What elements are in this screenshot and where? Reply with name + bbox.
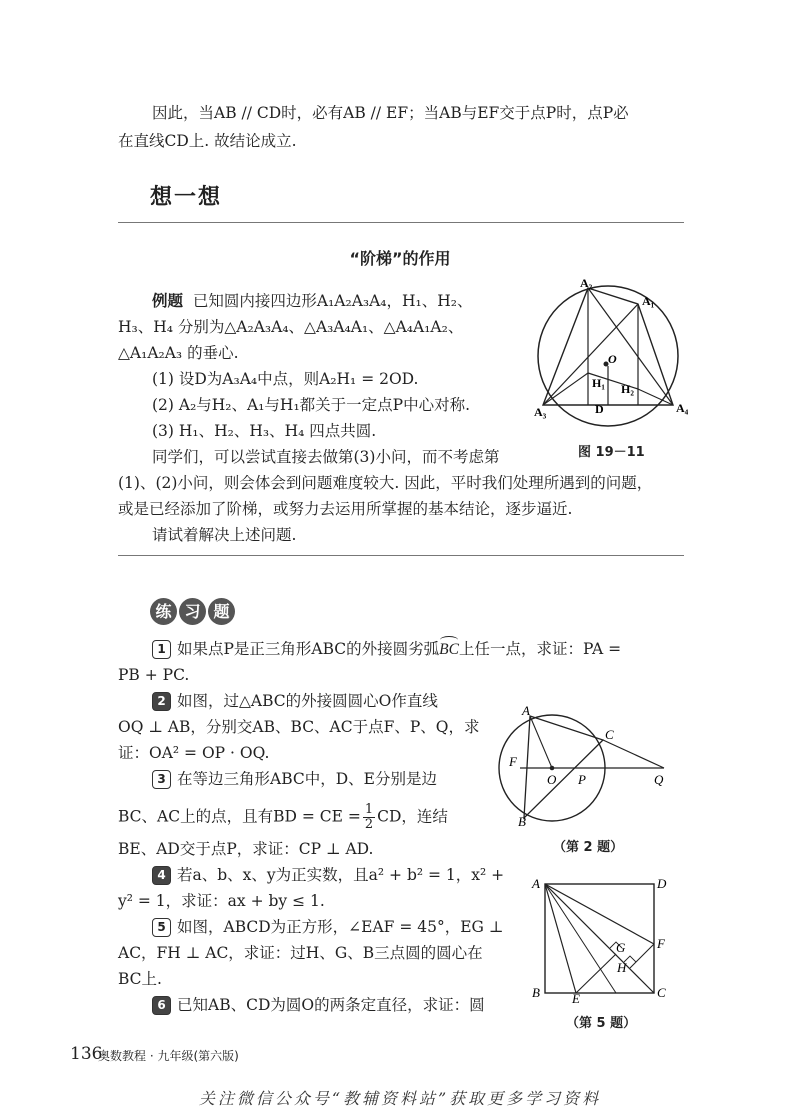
example-line-3: △A₁A₂A₃ 的垂心. [118,344,239,362]
exercise-4 [152,864,504,886]
exercise-1-text-a: 如果点P是正三角形ABC的外接圆劣弧 [177,640,440,658]
fraction-numerator: 1 [364,802,374,817]
example-label: 例题 [152,292,184,310]
fig2-label-p: P [578,772,586,787]
example-line-2: H₃、H₄ 分别为△A₂A₃A₄、△A₃A₄A₁、△A₄A₁A₂、 [118,318,464,336]
fig2-label-c: C [605,727,614,742]
section-title: 想一想 [150,185,223,210]
fig2-label-o: O [547,772,557,787]
fig3-label-d: D [657,876,667,891]
exercise-2 [152,690,438,712]
fig2-label-b: B [518,814,526,828]
exercises-badge-char-3: 题 [208,598,235,625]
watermark: 关注微信公众号“教辅资料站”获取更多学习资料 [198,1089,602,1108]
exercise-3-number: 3 [152,770,171,789]
fig2-label-f: F [509,754,517,769]
exercise-4-number: 4 [152,866,171,885]
example-text-1: 已知圆内接四边形A₁A₂A₃A₄，H₁、H₂、 [192,292,473,310]
subsection-title: “阶梯”的作用 [349,249,451,268]
exercise-2-text-1: 如图，过△ABC的外接圆圆心O作直线 [177,692,438,710]
fig1-label-h2: H₂ [621,382,634,396]
example-line-1 [152,290,472,312]
exercise-5-text-1: 如图，ABCD为正方形，∠EAF = 45°，EG ⊥ [177,918,504,936]
divider-bottom [118,555,684,556]
exercise-5 [152,916,503,938]
fraction-denominator: 2 [364,817,374,832]
figure-19-11-caption: 图 19－11 [578,445,645,460]
example-p4: 请试着解决上述问题. [152,526,297,544]
fig1-label-h1: H₁ [592,376,605,390]
example-q3: (3) H₁、H₂、H₃、H₄ 四点共圆. [152,422,377,440]
exercise-1-text-b: 上任一点，求证：PA = [458,640,622,658]
fig3-label-g: G [616,940,626,955]
exercise-3-text-1: 在等边三角形ABC中，D、E分别是边 [177,770,437,788]
fig1-label-d: D [595,402,604,416]
exercise-5-number: 5 [152,918,171,937]
example-q2: (2) A₂与H₂、A₁与H₁都关于一定点P中心对称. [152,396,471,414]
exercise-2-line-2: OQ ⊥ AB，分别交AB、BC、AC于点F、P、Q，求 [118,718,480,736]
fig3-label-c: C [657,985,666,1000]
exercise-6-number: 6 [152,996,171,1015]
example-p3: 或是已经添加了阶梯，或努力去运用所掌握的基本结论，逐步逼近. [118,500,573,518]
fig1-label-a3: A₃ [534,405,547,419]
book-title: 奥数教程 · 九年级(第六版) [98,1049,239,1063]
exercise-6 [152,994,485,1016]
figure-exercise-2-caption: （第 2 题） [553,840,624,855]
page-number: 136 [70,1044,103,1064]
example-q1: (1) 设D为A₃A₄中点，则A₂H₁ = 2OD. [152,370,419,388]
intro-line-1: 因此，当AB // CD时，必有AB // EF；当AB与EF交于点P时，点P必 [152,104,629,122]
exercise-1 [152,638,621,661]
fraction-one-half [363,803,375,832]
figure-19-11 [528,278,688,428]
fig3-label-a: A [532,876,540,891]
exercise-1-line-2: PB + PC. [118,666,190,684]
exercise-3-line-2 [118,803,448,832]
exercise-3-text-2b: CD，连结 [377,807,448,826]
figure-exercise-5-caption: （第 5 题） [566,1016,637,1031]
fig1-label-a1: A₁ [642,294,655,308]
fig1-label-a4: A₄ [676,401,688,415]
fig2-label-a: A [522,703,530,718]
exercise-5-line-3: BC上. [118,970,162,988]
exercise-4-line-2: y² = 1，求证：ax + by ≤ 1. [118,892,325,910]
exercise-3-text-2a: BC、AC上的点，且有BD = CE = [118,807,361,826]
exercise-2-line-3: 证：OA² = OP · OQ. [118,744,270,762]
exercises-badge [150,598,235,625]
intro-line-2: 在直线CD上. 故结论成立. [118,132,297,150]
fig2-label-q: Q [654,772,664,787]
exercise-4-text-1: 若a、b、x、y为正实数，且a² + b² = 1，x² + [177,866,505,884]
exercise-3 [152,768,437,790]
arc-bc: BC [439,639,459,661]
fig3-label-b: B [532,985,540,1000]
exercise-1-number: 1 [152,640,171,659]
exercises-badge-char-1: 练 [150,598,177,625]
fig1-label-o: O [608,352,617,366]
figure-exercise-5 [526,872,676,1004]
divider-top [118,222,684,223]
exercise-2-number: 2 [152,692,171,711]
example-p2: (1)、(2)小问，则会体会到问题难度较大. 因此，平时我们处理所遇到的问题， [118,474,653,492]
fig1-label-a2: A₂ [580,278,593,290]
fig3-label-e: E [572,991,580,1004]
exercise-6-text-1: 已知AB、CD为圆O的两条定直径，求证：圆 [177,996,485,1014]
exercise-5-line-2: AC，FH ⊥ AC，求证：过H、G、B三点圆的圆心在 [118,944,483,962]
example-p1: 同学们，可以尝试直接去做第(3)小问，而不考虑第 [152,448,500,466]
exercises-badge-char-2: 习 [179,598,206,625]
fig3-label-h: H [617,960,627,975]
figure-exercise-2 [496,700,672,828]
exercise-3-line-3: BE、AD交于点P，求证：CP ⊥ AD. [118,840,374,858]
fig3-label-f: F [657,936,665,951]
